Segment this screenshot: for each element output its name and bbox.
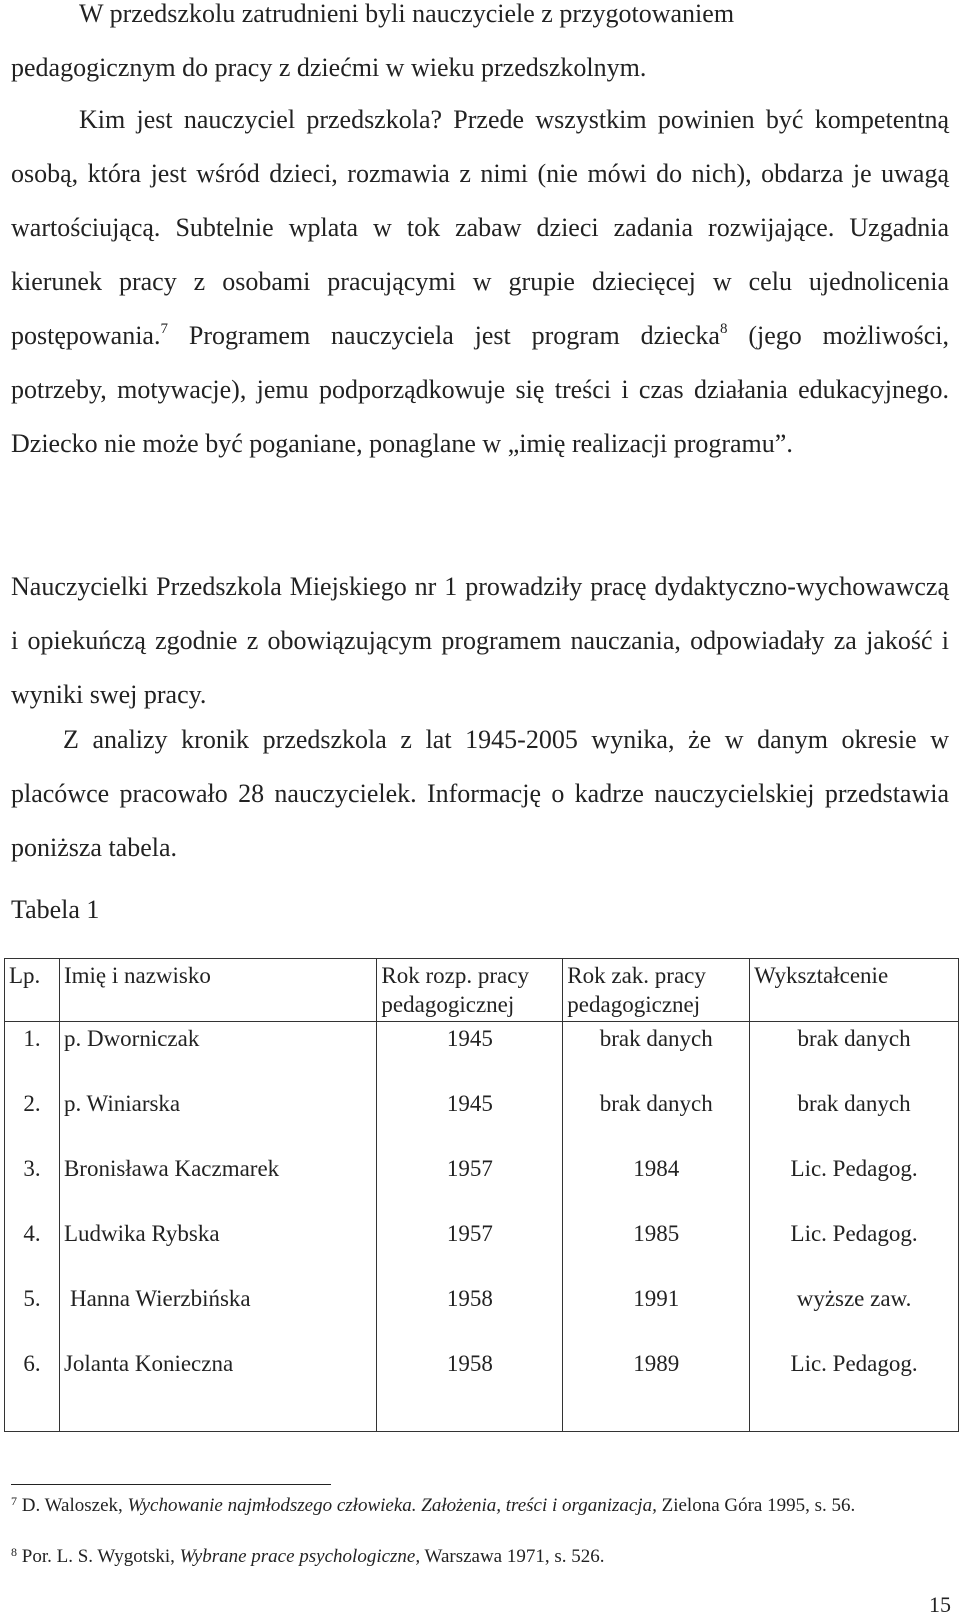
- cell-education: Lic. Pedagog.: [750, 1152, 959, 1217]
- footnote-8-author: Por. L. S. Wygotski,: [21, 1546, 175, 1567]
- paragraph-teacher-text-c: (jego możliwości, potrzeby, motywacje), jemu podporządkowuje się treści i czas działania edukacyjnego. Dziecko nie może być poganiane, ponaglane w „imię realizacji programu”.: [11, 321, 950, 458]
- cell-lp: 5.: [5, 1282, 60, 1347]
- footnote-8-rest: Warszawa 1971, s. 526.: [424, 1546, 605, 1567]
- cell-end-year: brak danych: [563, 1087, 750, 1152]
- cell-start-year: 1958: [377, 1347, 563, 1432]
- cell-education: brak danych: [750, 1022, 959, 1088]
- table-row: [5, 1347, 959, 1432]
- cell-end-year: 1984: [563, 1152, 750, 1217]
- cell-education: brak danych: [750, 1087, 959, 1152]
- cell-start-year: 1958: [377, 1282, 563, 1347]
- header-lp: Lp.: [5, 959, 60, 1022]
- staff-table: [4, 958, 959, 1432]
- cell-start-year: 1945: [377, 1087, 563, 1152]
- table-row: [5, 1152, 959, 1217]
- footnote-ref-7: 7: [160, 321, 168, 337]
- footnote-ref-8: 8: [719, 321, 728, 337]
- cell-end-year: 1985: [563, 1217, 750, 1282]
- cell-education: Lic. Pedagog.: [750, 1347, 959, 1432]
- cell-lp: 3.: [5, 1152, 60, 1217]
- cell-start-year: 1945: [377, 1022, 563, 1088]
- footnote-separator: [11, 1484, 331, 1485]
- cell-education: Lic. Pedagog.: [750, 1217, 959, 1282]
- cell-lp: 6.: [5, 1347, 60, 1432]
- table-header-row: [5, 959, 959, 1022]
- paragraph-1-line-1: W przedszkolu zatrudnieni byli nauczyciele z przygotowaniem: [79, 0, 735, 28]
- header-education: Wykształcenie: [750, 959, 959, 1022]
- footnote-7-author: D. Waloszek,: [21, 1495, 123, 1516]
- cell-name: p. Winiarska: [59, 1087, 376, 1152]
- table-row: [5, 1217, 959, 1282]
- footnote-8: [11, 1545, 951, 1569]
- cell-name: Ludwika Rybska: [59, 1217, 376, 1282]
- page-number: 15: [929, 1592, 951, 1617]
- cell-end-year: 1991: [563, 1282, 750, 1347]
- paragraph-teacher-text-a: Kim jest nauczyciel przedszkola? Przede wszystkim powinien być kompetentną osobą, która jest wśród dzieci, rozmawia z nimi (nie mówi do nich), obdarza je uwagą wartościującą. Subtelnie wplata w tok zabaw dzieci zadania rozwijające. Uzgadnia kierunek pracy z osobami pracującymi w grupie dziecięcej w celu ujednolicenia postępowania.: [11, 105, 949, 350]
- footnote-8-title: Wybrane prace psychologiczne,: [179, 1546, 421, 1567]
- cell-name: Bronisława Kaczmarek: [59, 1152, 376, 1217]
- table-row: [5, 1022, 959, 1088]
- cell-end-year: 1989: [563, 1347, 750, 1432]
- footnote-7-title: Wychowanie najmłodszego człowieka. Założenia, treści i organizacja,: [127, 1495, 657, 1516]
- header-name: Imię i nazwisko: [59, 959, 376, 1022]
- cell-lp: 4.: [5, 1217, 60, 1282]
- paragraph-teacher-definition: [11, 93, 949, 471]
- cell-lp: 1.: [5, 1022, 60, 1088]
- cell-education: wyższe zaw.: [750, 1282, 959, 1347]
- cell-name: p. Dworniczak: [59, 1022, 376, 1088]
- footnote-7-number: 7: [11, 1494, 17, 1508]
- table-row: [5, 1282, 959, 1347]
- header-start-year: Rok rozp. pracy pedagogicznej: [377, 959, 563, 1022]
- paragraph-teachers-work: Nauczycielki Przedszkola Miejskiego nr 1 prowadziły pracę dydaktyczno-wychowawczą i opiekuńczą zgodnie z obowiązującym programem nauczania, odpowiadały za jakość i wyniki swej pracy.: [11, 572, 949, 709]
- table-caption: Tabela 1: [11, 895, 100, 924]
- table-row: [5, 1087, 959, 1152]
- paragraph-1-line-2: pedagogicznym do pracy z dziećmi w wieku przedszkolnym.: [11, 53, 647, 82]
- paragraph-teacher-text-b: Programem nauczyciela jest program dziecka: [188, 321, 720, 350]
- cell-end-year: brak danych: [563, 1022, 750, 1088]
- footnote-7-rest: Zielona Góra 1995, s. 56.: [661, 1495, 856, 1516]
- paragraph-chronicles: Z analizy kronik przedszkola z lat 1945-2005 wynika, że w danym okresie w placówce pracowało 28 nauczycielek. Informację o kadrze nauczycielskiej przedstawia poniższa tabela.: [11, 725, 949, 862]
- cell-name: Hanna Wierzbińska: [59, 1282, 376, 1347]
- footnote-7: [11, 1494, 951, 1518]
- cell-name: Jolanta Konieczna: [59, 1347, 376, 1432]
- cell-lp: 2.: [5, 1087, 60, 1152]
- footnote-8-number: 8: [11, 1545, 17, 1559]
- header-end-year: Rok zak. pracy pedagogicznej: [563, 959, 750, 1022]
- cell-start-year: 1957: [377, 1217, 563, 1282]
- cell-start-year: 1957: [377, 1152, 563, 1217]
